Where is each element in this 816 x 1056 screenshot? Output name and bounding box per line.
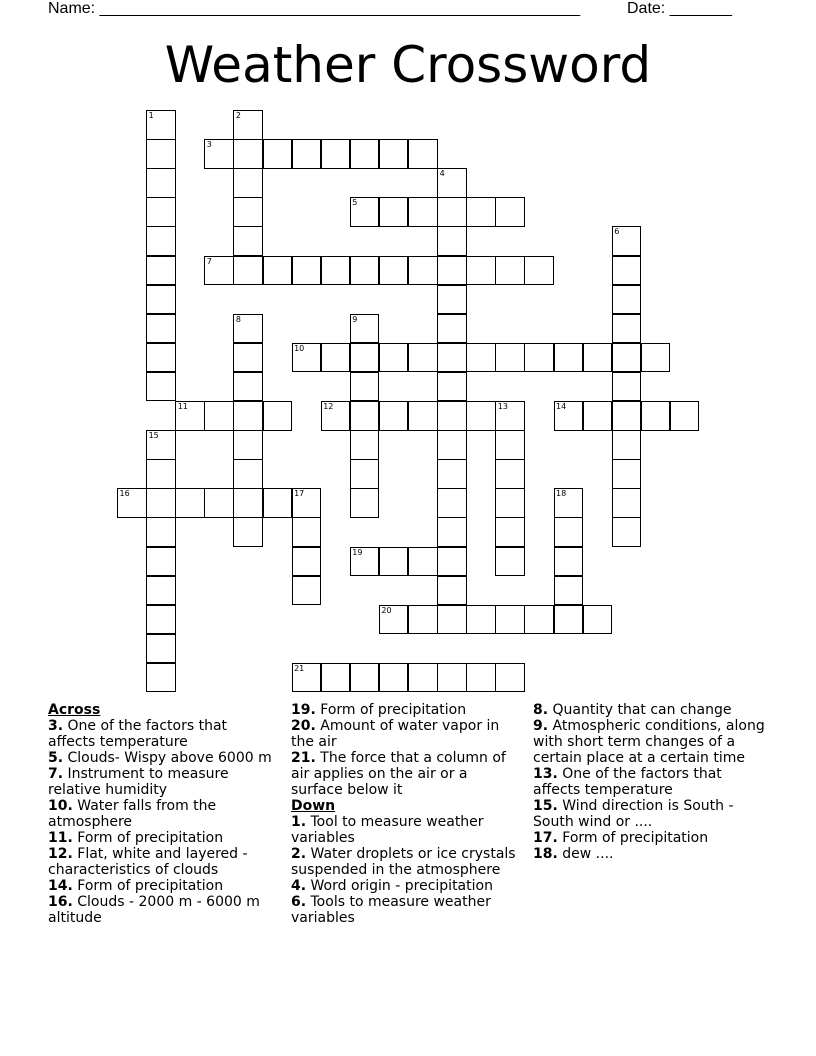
- clue-item: [533, 718, 765, 766]
- grid-cell[interactable]: [350, 488, 380, 518]
- grid-cell[interactable]: [524, 605, 554, 635]
- grid-cell[interactable]: [583, 401, 613, 431]
- clue-number: 13.: [533, 766, 558, 782]
- grid-cell[interactable]: [612, 459, 642, 489]
- grid-cell[interactable]: [437, 605, 467, 635]
- name-label: Name:: [48, 0, 96, 17]
- grid-cell[interactable]: [408, 197, 438, 227]
- clue-item: [291, 846, 519, 878]
- clue-item: [533, 702, 765, 718]
- clue-number: 9.: [533, 718, 549, 734]
- clue-item: [48, 846, 274, 878]
- grid-cell[interactable]: [350, 459, 380, 489]
- grid-cell[interactable]: [204, 401, 234, 431]
- grid-cell[interactable]: [408, 547, 438, 577]
- grid-cell[interactable]: [466, 256, 496, 286]
- clue-text: One of the factors that affects temperature: [533, 766, 722, 798]
- clue-number-label: 8: [235, 314, 241, 324]
- grid-cell[interactable]: [466, 663, 496, 693]
- clue-number-label: 13: [497, 402, 508, 411]
- page-title: Weather Crossword: [164, 36, 652, 94]
- grid-cell[interactable]: [408, 256, 438, 286]
- clue-number-label: 16: [119, 489, 130, 499]
- down-heading: Down: [291, 798, 336, 814]
- clue-number-label: 6: [614, 227, 620, 237]
- grid-cell[interactable]: [495, 459, 525, 489]
- grid-cell[interactable]: [554, 517, 584, 547]
- clue-text: Form of precipitation: [315, 702, 467, 718]
- clue-text: Water droplets or ice crystals suspended in the atmosphere: [291, 846, 516, 878]
- grid-cell[interactable]: [204, 488, 234, 518]
- grid-cell[interactable]: [437, 197, 467, 227]
- grid-cell[interactable]: [466, 401, 496, 431]
- grid-cell[interactable]: [146, 139, 176, 169]
- clue-number: 21.: [291, 750, 316, 766]
- grid-cell[interactable]: [437, 314, 467, 344]
- clue-text: dew ....: [557, 846, 614, 862]
- clue-text: Instrument to measure relative humidity: [48, 766, 229, 798]
- grid-cell[interactable]: [379, 256, 409, 286]
- clues-column-3: [533, 702, 765, 862]
- grid-cell[interactable]: [670, 401, 700, 431]
- grid-cell[interactable]: [321, 139, 351, 169]
- grid-cell[interactable]: [263, 256, 293, 286]
- clue-text: Clouds - 2000 m - 6000 m altitude: [48, 894, 260, 926]
- grid-cell[interactable]: [263, 401, 293, 431]
- grid-cell[interactable]: [466, 343, 496, 373]
- clue-number-label: 17: [294, 489, 305, 499]
- grid-cell[interactable]: [437, 430, 467, 460]
- grid-cell[interactable]: [554, 576, 584, 606]
- grid-cell[interactable]: [495, 605, 525, 635]
- grid-cell[interactable]: [641, 401, 671, 431]
- grid-cell[interactable]: [146, 343, 176, 373]
- clue-number: 16.: [48, 894, 73, 910]
- grid-cell[interactable]: [350, 343, 380, 373]
- grid-cell[interactable]: [495, 663, 525, 693]
- grid-cell[interactable]: [321, 343, 351, 373]
- clue-number: 14.: [48, 878, 73, 894]
- grid-cell[interactable]: [292, 256, 322, 286]
- clue-text: One of the factors that affects temperature: [48, 718, 228, 750]
- clue-number-label: 9: [352, 314, 358, 324]
- grid-cell[interactable]: [554, 605, 584, 635]
- grid-cell[interactable]: [612, 517, 642, 547]
- grid-cell[interactable]: [466, 605, 496, 635]
- grid-cell[interactable]: [146, 517, 176, 547]
- clue-text: Quantity that can change: [548, 702, 732, 718]
- grid-cell[interactable]: [524, 343, 554, 373]
- grid-cell[interactable]: [292, 576, 322, 606]
- grid-cell[interactable]: [233, 372, 263, 402]
- clue-number-label: 14: [556, 402, 567, 411]
- grid-cell[interactable]: [233, 197, 263, 227]
- clue-text: Form of precipitation: [72, 878, 224, 894]
- grid-cell[interactable]: [612, 401, 642, 431]
- clue-text: Form of precipitation: [72, 830, 224, 846]
- grid-cell[interactable]: [233, 256, 263, 286]
- grid-cell[interactable]: [437, 372, 467, 402]
- clue-number: 11.: [48, 830, 73, 846]
- grid-cell[interactable]: [495, 488, 525, 518]
- clue-text: Wind direction is South - South wind or ....: [533, 798, 734, 830]
- clue-number: 1.: [291, 814, 307, 830]
- grid-cell[interactable]: [379, 343, 409, 373]
- grid-cell[interactable]: [408, 343, 438, 373]
- clue-text: Tools to measure weather variables: [291, 894, 491, 926]
- grid-cell[interactable]: [466, 197, 496, 227]
- grid-cell[interactable]: [612, 343, 642, 373]
- grid-cell[interactable]: [437, 256, 467, 286]
- grid-cell[interactable]: [146, 197, 176, 227]
- grid-cell[interactable]: [495, 430, 525, 460]
- clue-item: [291, 702, 519, 718]
- grid-cell[interactable]: [524, 256, 554, 286]
- grid-cell[interactable]: [583, 343, 613, 373]
- clue-item: [533, 830, 765, 846]
- grid-cell[interactable]: [146, 459, 176, 489]
- grid-cell[interactable]: [437, 663, 467, 693]
- grid-cell[interactable]: [233, 343, 263, 373]
- clue-number-label: 10: [294, 343, 305, 353]
- grid-cell[interactable]: [379, 547, 409, 577]
- clues-column-1: [48, 702, 274, 926]
- clue-item: [291, 814, 519, 846]
- clue-item: [48, 750, 274, 766]
- grid-cell[interactable]: [292, 547, 322, 577]
- grid-cell[interactable]: [408, 663, 438, 693]
- grid-cell[interactable]: [292, 517, 322, 547]
- clue-item: [291, 894, 519, 926]
- grid-cell[interactable]: [350, 372, 380, 402]
- clue-number: 6.: [291, 894, 307, 910]
- clue-number-label: 1: [148, 111, 154, 120]
- grid-cell[interactable]: [263, 139, 293, 169]
- grid-cell[interactable]: [612, 314, 642, 344]
- grid-cell[interactable]: [175, 488, 205, 518]
- grid-cell[interactable]: [495, 197, 525, 227]
- clue-number: 12.: [48, 846, 73, 862]
- clue-number: 4.: [291, 878, 307, 894]
- name-line[interactable]: ______________________________________________________: [99, 0, 581, 17]
- grid-cell[interactable]: [612, 488, 642, 518]
- clue-number: 17.: [533, 830, 558, 846]
- clue-item: [48, 798, 274, 830]
- grid-cell[interactable]: [437, 401, 467, 431]
- date-line[interactable]: _______: [669, 0, 732, 17]
- clue-item: [291, 878, 519, 894]
- grid-cell[interactable]: [233, 459, 263, 489]
- clue-number-label: 11: [177, 402, 188, 411]
- clue-text: Tool to measure weather variables: [291, 814, 484, 846]
- clue-number-label: 3: [206, 140, 212, 150]
- clue-text: Atmospheric conditions, along with short term changes of a certain place at a certain time: [533, 718, 765, 766]
- clue-item: [48, 766, 274, 798]
- clue-number: 20.: [291, 718, 316, 734]
- grid-cell[interactable]: [641, 343, 671, 373]
- clue-number-label: 12: [323, 402, 334, 411]
- grid-cell[interactable]: [408, 401, 438, 431]
- grid-cell[interactable]: [437, 343, 467, 373]
- grid-cell[interactable]: [146, 576, 176, 606]
- grid-cell[interactable]: [233, 168, 263, 198]
- clue-number-label: 18: [556, 489, 567, 499]
- clue-text: The force that a column of air applies on the air or a surface below it: [291, 750, 506, 798]
- grid-cell[interactable]: [495, 256, 525, 286]
- clue-item: [48, 718, 274, 750]
- clue-item: [533, 846, 765, 862]
- clue-number: 10.: [48, 798, 73, 814]
- grid-cell[interactable]: [146, 634, 176, 664]
- grid-cell[interactable]: [379, 197, 409, 227]
- grid-cell[interactable]: [612, 285, 642, 315]
- clue-item: [291, 718, 519, 750]
- clue-item: [291, 750, 519, 798]
- clue-number: 19.: [291, 702, 316, 718]
- clue-item: [48, 878, 274, 894]
- grid-cell[interactable]: [554, 547, 584, 577]
- clue-text: Word origin - precipitation: [306, 878, 493, 894]
- clue-text: Flat, white and layered - characteristics of clouds: [48, 846, 248, 878]
- clue-number-label: 19: [352, 547, 363, 557]
- grid-cell[interactable]: [437, 459, 467, 489]
- clue-number: 8.: [533, 702, 549, 718]
- across-heading: Across: [48, 702, 101, 718]
- clue-number: 7.: [48, 766, 64, 782]
- grid-cell[interactable]: [350, 430, 380, 460]
- grid-cell[interactable]: [437, 285, 467, 315]
- grid-cell[interactable]: [233, 401, 263, 431]
- grid-cell[interactable]: [495, 343, 525, 373]
- grid-cell[interactable]: [146, 605, 176, 635]
- grid-cell[interactable]: [408, 605, 438, 635]
- grid-cell[interactable]: [350, 401, 380, 431]
- grid-cell[interactable]: [233, 139, 263, 169]
- clue-item: [48, 894, 274, 926]
- grid-cell[interactable]: [437, 488, 467, 518]
- grid-cell[interactable]: [437, 226, 467, 256]
- grid-cell[interactable]: [495, 517, 525, 547]
- clue-item: [48, 830, 274, 846]
- grid-cell[interactable]: [146, 663, 176, 693]
- clue-text: Water falls from the atmosphere: [48, 798, 217, 830]
- grid-cell[interactable]: [379, 139, 409, 169]
- grid-cell[interactable]: [146, 372, 176, 402]
- grid-cell[interactable]: [146, 488, 176, 518]
- grid-cell[interactable]: [612, 372, 642, 402]
- grid-cell[interactable]: [350, 139, 380, 169]
- grid-cell[interactable]: [554, 343, 584, 373]
- grid-cell[interactable]: [233, 226, 263, 256]
- grid-cell[interactable]: [379, 401, 409, 431]
- grid-cell[interactable]: [292, 139, 322, 169]
- grid-cell[interactable]: [583, 605, 613, 635]
- grid-cell[interactable]: [350, 256, 380, 286]
- grid-cell[interactable]: [437, 547, 467, 577]
- clue-number: 18.: [533, 846, 558, 862]
- grid-cell[interactable]: [612, 430, 642, 460]
- grid-cell[interactable]: [146, 226, 176, 256]
- date-label: Date:: [627, 0, 666, 17]
- grid-cell[interactable]: [146, 168, 176, 198]
- grid-cell[interactable]: [233, 517, 263, 547]
- clue-item: [533, 798, 765, 830]
- clue-number-label: 7: [206, 256, 212, 266]
- clue-number-label: 2: [235, 111, 241, 120]
- grid-cell[interactable]: [233, 430, 263, 460]
- clue-number: 3.: [48, 718, 64, 734]
- clue-number-label: 20: [381, 605, 392, 615]
- grid-cell[interactable]: [146, 285, 176, 315]
- grid-cell[interactable]: [263, 488, 293, 518]
- grid-cell[interactable]: [321, 256, 351, 286]
- grid-cell[interactable]: [350, 663, 380, 693]
- grid-cell[interactable]: [408, 139, 438, 169]
- grid-cell[interactable]: [379, 663, 409, 693]
- clue-number-label: 15: [148, 431, 159, 441]
- clue-number-label: 5: [352, 198, 358, 208]
- grid-cell[interactable]: [495, 547, 525, 577]
- grid-cell[interactable]: [146, 256, 176, 286]
- clue-text: Form of precipitation: [557, 830, 709, 846]
- grid-cell[interactable]: [146, 314, 176, 344]
- clue-item: [533, 766, 765, 798]
- clue-text: Clouds- Wispy above 6000 m: [63, 750, 272, 766]
- clue-text: Amount of water vapor in the air: [291, 718, 500, 750]
- grid-cell[interactable]: [437, 517, 467, 547]
- clue-number-label: 4: [439, 169, 445, 179]
- clue-number: 5.: [48, 750, 64, 766]
- grid-cell[interactable]: [146, 547, 176, 577]
- grid-cell[interactable]: [437, 576, 467, 606]
- grid-cell[interactable]: [321, 663, 351, 693]
- clues-column-2: [291, 702, 519, 926]
- grid-cell[interactable]: [233, 488, 263, 518]
- clue-number-label: 21: [294, 663, 305, 673]
- grid-cell[interactable]: [612, 256, 642, 286]
- clue-number: 15.: [533, 798, 558, 814]
- clue-number: 2.: [291, 846, 307, 862]
